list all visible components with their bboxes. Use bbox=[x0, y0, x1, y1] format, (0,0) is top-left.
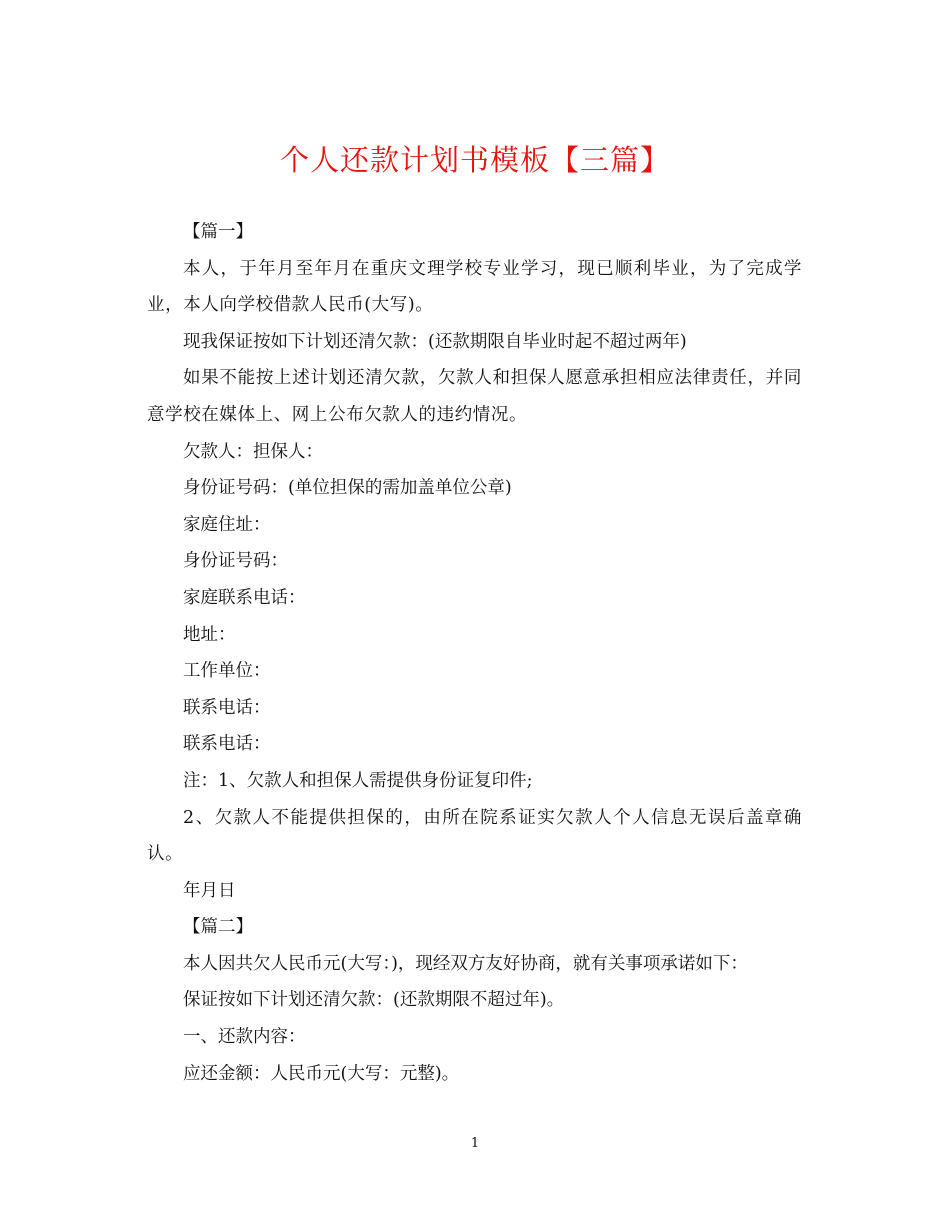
document-body bbox=[147, 214, 802, 1092]
paragraph: 家庭住址： bbox=[183, 514, 271, 535]
section-heading-2: 【篇二】 bbox=[183, 917, 253, 938]
paragraph: 年月日 bbox=[183, 880, 236, 901]
paragraph: 如果不能按上述计划还清欠款，欠款人和担保人愿意承担相应法律责任，并同意学校在媒体上、网上公布欠款人的违约情况。 bbox=[147, 368, 802, 425]
page-number: 1 bbox=[470, 1136, 480, 1151]
paragraph: 应还金额：人民币元(大写：元整)。 bbox=[183, 1063, 460, 1084]
paragraph: 家庭联系电话： bbox=[183, 587, 306, 608]
paragraph: 工作单位： bbox=[183, 661, 271, 682]
paragraph: 欠款人：担保人： bbox=[183, 441, 323, 462]
paragraph: 本人，于年月至年月在重庆文理学校专业学习，现已顺利毕业，为了完成学业，本人向学校借款人民币(大写)。 bbox=[147, 258, 802, 316]
paragraph: 身份证号码： bbox=[183, 551, 288, 572]
paragraph: 身份证号码：(单位担保的需加盖单位公章) bbox=[183, 478, 512, 499]
paragraph: 地址： bbox=[183, 624, 236, 645]
document-title: 个人还款计划书模板【三篇】 bbox=[279, 143, 670, 177]
paragraph: 保证按如下计划还清欠款：(还款期限不超过年)。 bbox=[183, 990, 565, 1011]
paragraph: 联系电话： bbox=[183, 697, 271, 718]
paragraph: 联系电话： bbox=[183, 734, 271, 755]
section-heading-1: 【篇一】 bbox=[183, 222, 253, 242]
paragraph: 一、还款内容： bbox=[183, 1027, 306, 1048]
paragraph: 现我保证按如下计划还清欠款：(还款期限自毕业时起不超过两年) bbox=[183, 331, 687, 352]
paragraph: 本人因共欠人民币元(大写：)，现经双方友好协商，就有关事项承诺如下： bbox=[183, 953, 748, 974]
paragraph: 2、欠款人不能提供担保的，由所在院系证实欠款人个人信息无误后盖章确认。 bbox=[147, 807, 802, 865]
paragraph: 注：1、欠款人和担保人需提供身份证复印件; bbox=[183, 770, 533, 791]
